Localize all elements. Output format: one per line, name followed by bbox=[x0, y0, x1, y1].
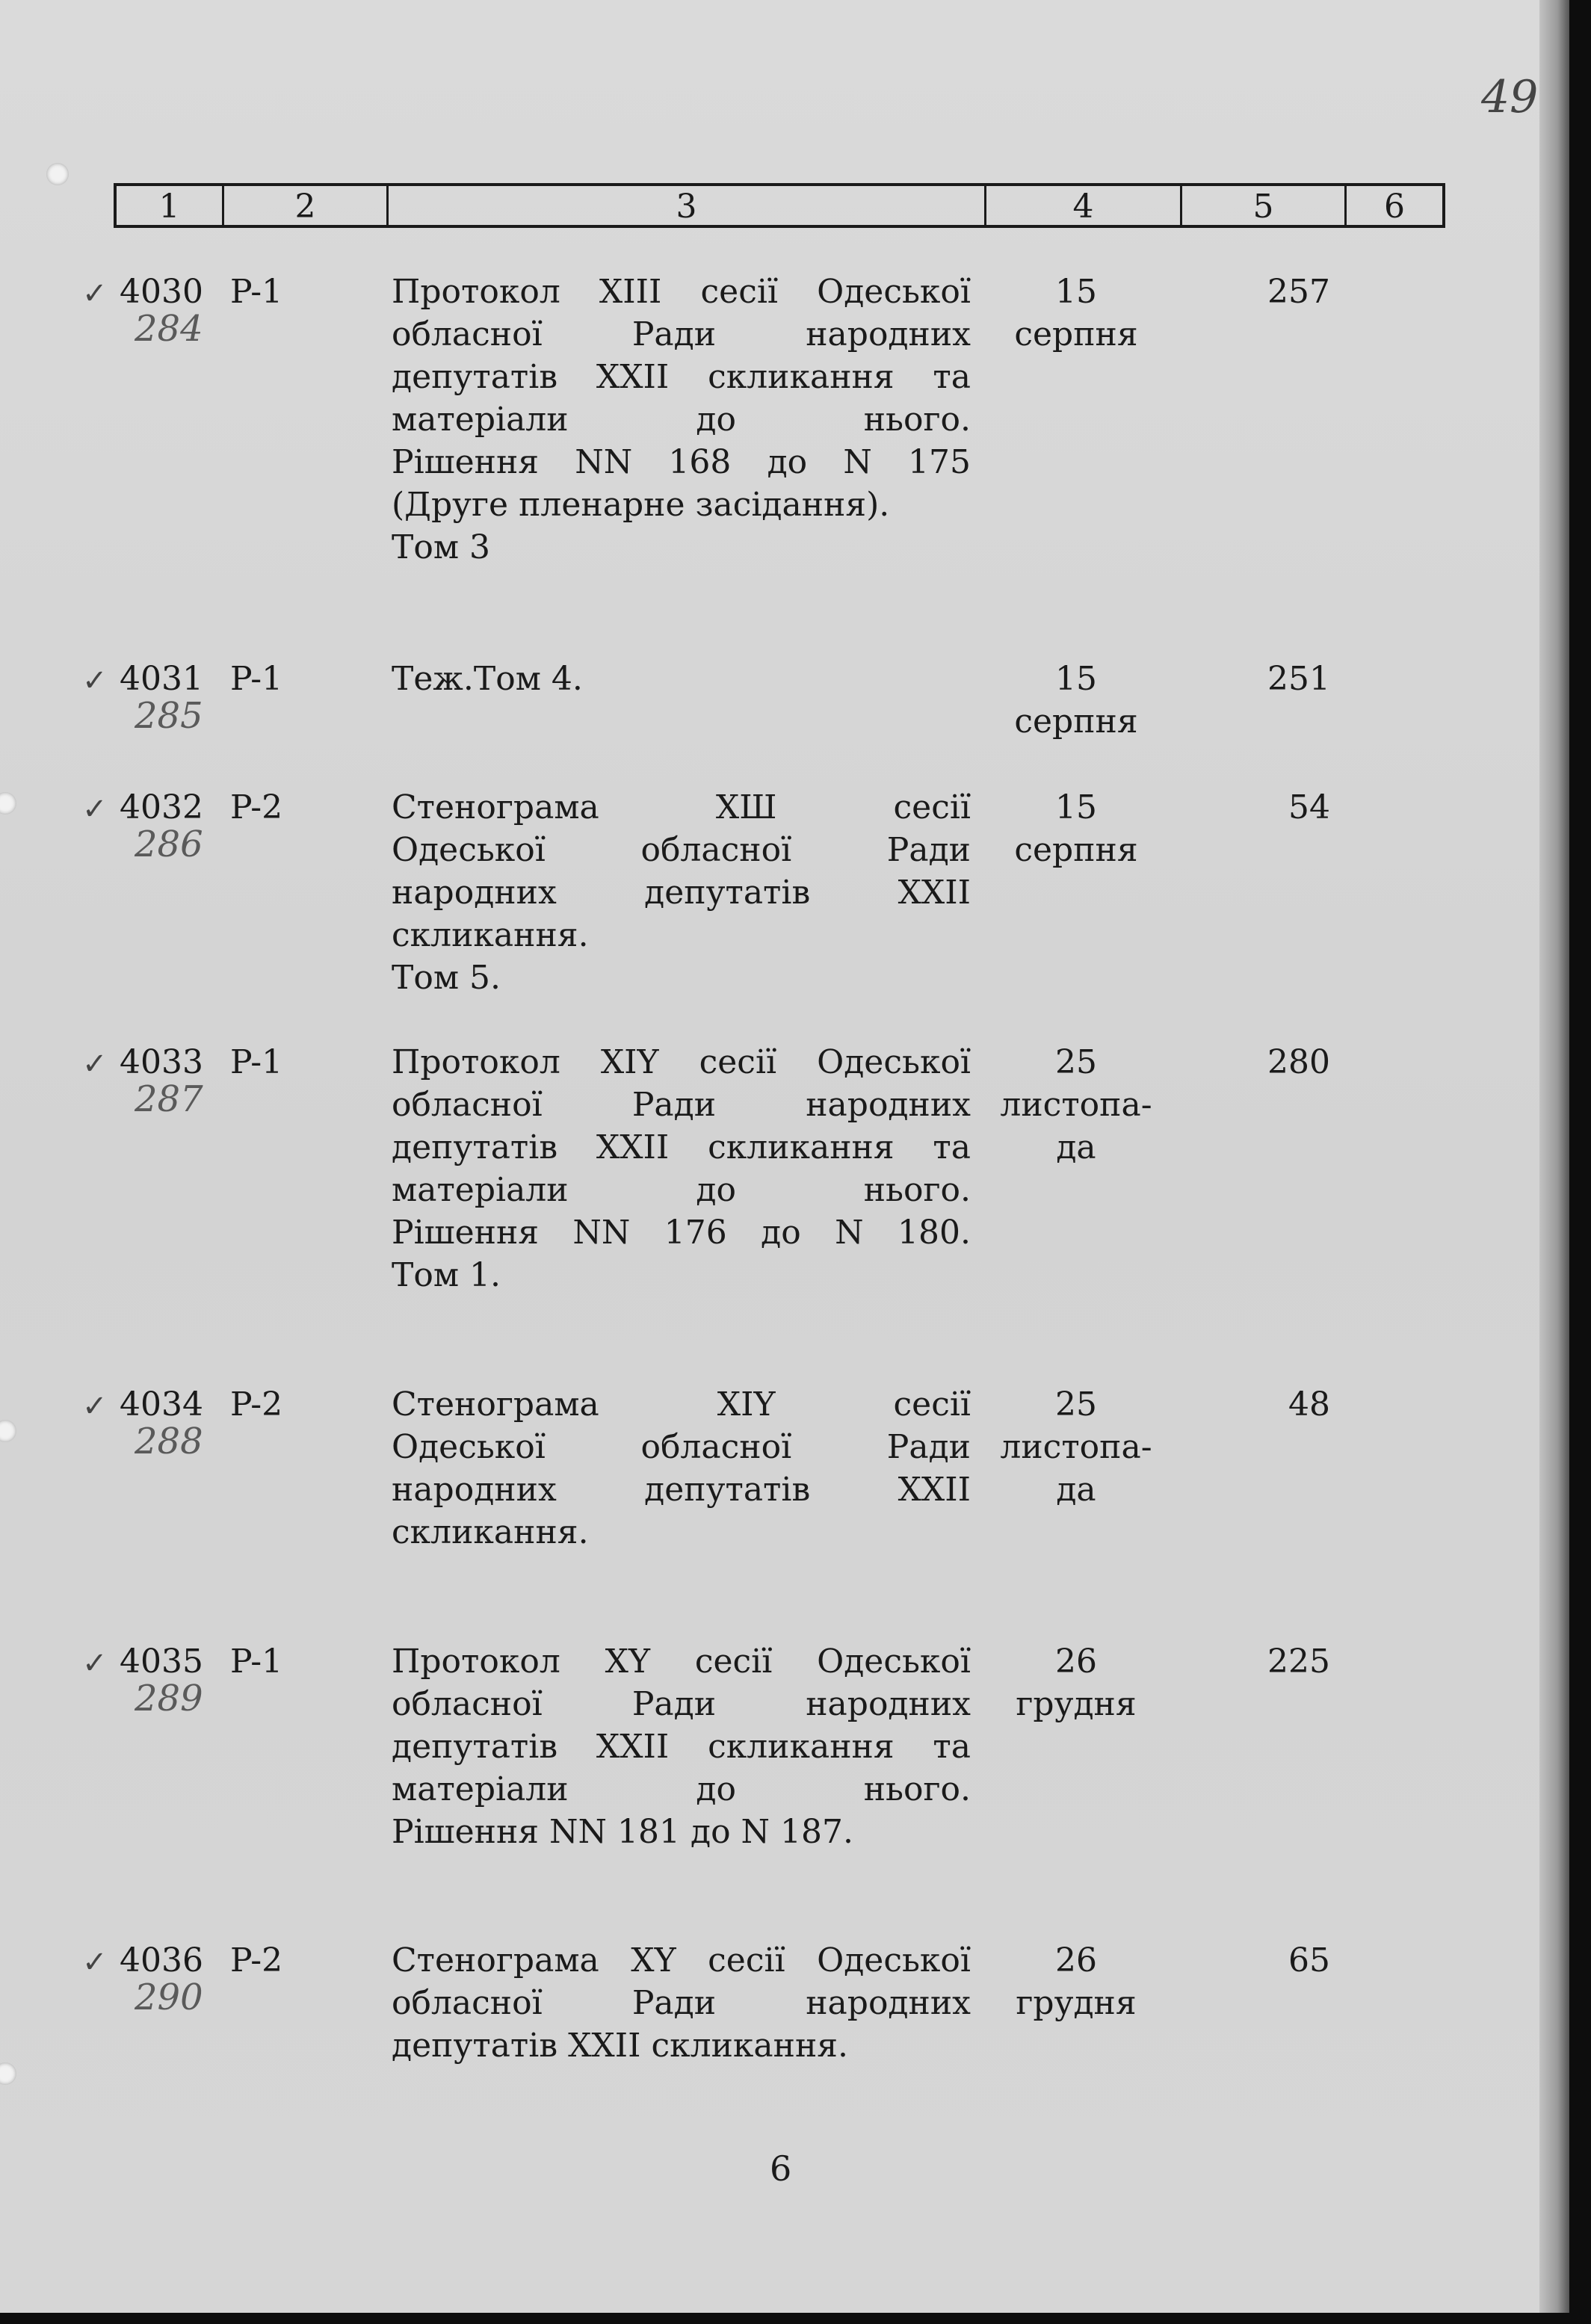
date-day: 26 bbox=[1055, 1642, 1097, 1681]
description-line: Одеської обласної Ради bbox=[392, 1428, 971, 1466]
archive-number-handwritten: 285 bbox=[135, 695, 203, 737]
page-number: 6 bbox=[770, 2148, 792, 2189]
description-line: Стенограма ХШ сесії bbox=[392, 788, 971, 826]
description-line: скликання. bbox=[392, 1513, 589, 1551]
entry-index: P-1 bbox=[230, 273, 283, 311]
entry-description bbox=[392, 1640, 971, 1853]
date-month: грудня bbox=[1016, 1984, 1137, 2022]
entry-date bbox=[979, 1640, 1173, 1725]
description-line: Стенограма XIY сесії bbox=[392, 1385, 971, 1424]
check-mark: ✓ bbox=[82, 1945, 108, 1980]
sheet-count: 251 bbox=[1267, 660, 1330, 698]
date-day: 15 bbox=[1055, 788, 1097, 826]
entry-description bbox=[392, 786, 971, 999]
description-line: Рішення NN 176 до N 180. bbox=[392, 1214, 971, 1252]
entry-date bbox=[979, 658, 1173, 743]
sheet-count: 65 bbox=[1288, 1941, 1330, 1980]
archive-number-handwritten: 290 bbox=[135, 1977, 203, 2018]
archive-number-handwritten: 289 bbox=[135, 1678, 203, 1719]
entry-index: P-2 bbox=[230, 1941, 283, 1980]
entry-number: 4035 bbox=[120, 1642, 203, 1681]
entry-number: 4030 bbox=[120, 273, 203, 311]
date-month2: да bbox=[1056, 1128, 1096, 1166]
entry-description bbox=[392, 1939, 971, 2067]
entry-date bbox=[979, 1041, 1173, 1169]
date-month2: да bbox=[1056, 1471, 1096, 1509]
check-mark: ✓ bbox=[82, 664, 108, 698]
check-mark: ✓ bbox=[82, 1646, 108, 1681]
sheet-count: 48 bbox=[1288, 1385, 1330, 1424]
date-day: 25 bbox=[1055, 1043, 1097, 1081]
date-month: листопа- bbox=[1000, 1428, 1152, 1466]
description-line: Том 3 bbox=[392, 528, 491, 566]
entry-index: P-2 bbox=[230, 1385, 283, 1424]
column-header: 2 bbox=[224, 186, 389, 225]
entry-number: 4032 bbox=[120, 788, 203, 826]
column-header: 1 bbox=[117, 186, 224, 225]
archive-number-handwritten: 287 bbox=[135, 1078, 203, 1120]
description-line: депутатів XXII скликання та bbox=[392, 358, 971, 396]
entry-date bbox=[979, 1383, 1173, 1511]
description-line: обласної Ради народних bbox=[392, 315, 971, 353]
description-line: Рішення NN 181 до N 187. bbox=[392, 1813, 853, 1851]
date-day: 15 bbox=[1055, 660, 1097, 698]
date-day: 15 bbox=[1055, 273, 1097, 311]
binding-hole bbox=[0, 1420, 16, 1442]
sheet-count: 54 bbox=[1288, 788, 1330, 826]
entry-description bbox=[392, 658, 971, 700]
sheet-count: 257 bbox=[1267, 273, 1330, 311]
entry-date bbox=[979, 786, 1173, 871]
description-line: скликання. bbox=[392, 916, 589, 954]
date-month: грудня bbox=[1016, 1685, 1137, 1723]
column-header-row bbox=[114, 183, 1445, 228]
page-edge bbox=[1539, 0, 1569, 2313]
binding-hole bbox=[0, 2062, 16, 2085]
entry-number: 4034 bbox=[120, 1385, 203, 1424]
binding-hole bbox=[46, 163, 69, 185]
description-line: Протокол XY сесії Одеської bbox=[392, 1642, 971, 1681]
date-month: серпня bbox=[1014, 315, 1138, 353]
check-mark: ✓ bbox=[82, 276, 108, 311]
date-month: листопа- bbox=[1000, 1086, 1152, 1124]
archive-number-handwritten: 286 bbox=[135, 823, 203, 865]
column-header: 3 bbox=[389, 186, 986, 225]
entry-index: P-1 bbox=[230, 1642, 283, 1681]
entry-date bbox=[979, 271, 1173, 356]
entry-description bbox=[392, 1041, 971, 1297]
description-line: обласної Ради народних bbox=[392, 1685, 971, 1723]
check-mark: ✓ bbox=[82, 1047, 108, 1081]
description-line: Рішення NN 168 до N 175 bbox=[392, 443, 971, 481]
entry-number: 4031 bbox=[120, 660, 203, 698]
archive-number-handwritten: 288 bbox=[135, 1421, 203, 1462]
description-line: Протокол XIY сесії Одеської bbox=[392, 1043, 971, 1081]
check-mark: ✓ bbox=[82, 1389, 108, 1424]
binding-hole bbox=[0, 792, 16, 815]
column-header: 6 bbox=[1384, 188, 1405, 226]
description-line: обласної Ради народних bbox=[392, 1984, 971, 2022]
entry-date bbox=[979, 1939, 1173, 2024]
entry-index: P-1 bbox=[230, 1043, 283, 1081]
date-day: 25 bbox=[1055, 1385, 1097, 1424]
description-line: Одеської обласної Ради bbox=[392, 831, 971, 869]
description-line: Протокол XIII сесії Одеської bbox=[392, 273, 971, 311]
description-line: Том 5. bbox=[392, 959, 501, 997]
date-day: 26 bbox=[1055, 1941, 1097, 1980]
entry-description bbox=[392, 271, 971, 569]
entry-number: 4033 bbox=[120, 1043, 203, 1081]
entry-number: 4036 bbox=[120, 1941, 203, 1980]
folio-number: 49 bbox=[1481, 71, 1539, 123]
description-line: матеріали до нього. bbox=[392, 401, 971, 439]
sheet-count: 225 bbox=[1267, 1642, 1330, 1681]
entry-index: P-1 bbox=[230, 660, 283, 698]
date-month: серпня bbox=[1014, 702, 1138, 741]
description-line: Том 1. bbox=[392, 1256, 501, 1294]
description-line: депутатів XXII скликання. bbox=[392, 2027, 849, 2065]
description-line: обласної Ради народних bbox=[392, 1086, 971, 1124]
sheet-count: 280 bbox=[1267, 1043, 1330, 1081]
date-month: серпня bbox=[1014, 831, 1138, 869]
description-line: Стенограма XY сесії Одеської bbox=[392, 1941, 971, 1980]
check-mark: ✓ bbox=[82, 792, 108, 826]
description-line: матеріали до нього. bbox=[392, 1171, 971, 1209]
description-line: (Друге пленарне засідання). bbox=[392, 486, 890, 524]
description-line: депутатів XXII скликання та bbox=[392, 1128, 971, 1166]
column-header: 5 bbox=[1182, 186, 1347, 225]
column-header: 4 bbox=[986, 186, 1182, 225]
description-line: народних депутатів XXII bbox=[392, 1471, 971, 1509]
entry-index: P-2 bbox=[230, 788, 283, 826]
description-line: матеріали до нього. bbox=[392, 1770, 971, 1808]
archive-number-handwritten: 284 bbox=[135, 308, 203, 350]
description-line: Теж.Том 4. bbox=[392, 660, 583, 698]
description-line: народних депутатів XXII bbox=[392, 874, 971, 912]
entry-description bbox=[392, 1383, 971, 1554]
description-line: депутатів XXII скликання та bbox=[392, 1728, 971, 1766]
